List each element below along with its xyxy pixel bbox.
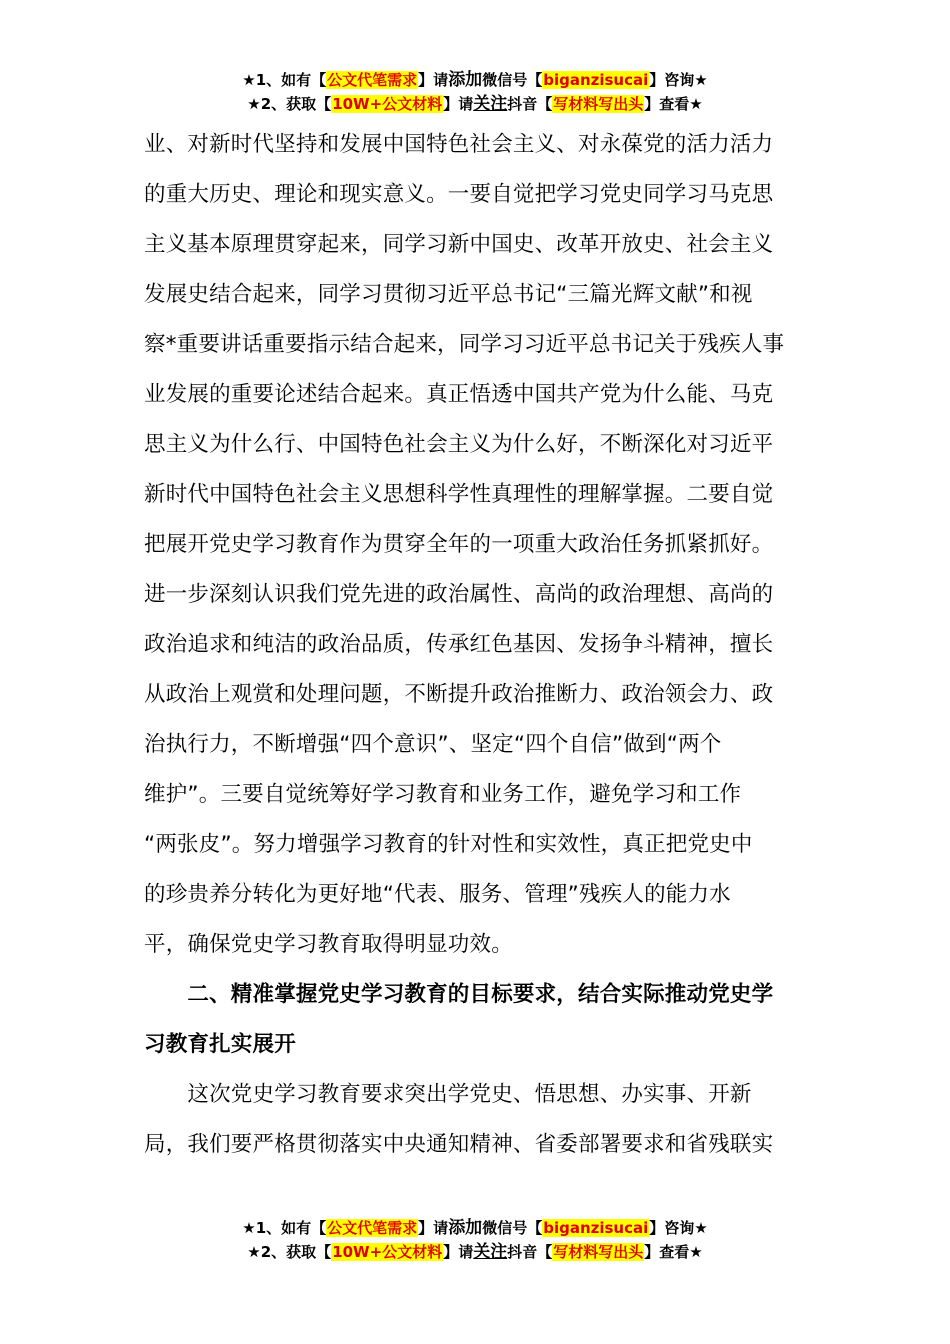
banner-emphasis: 添加 — [448, 1218, 483, 1238]
body-line: 业、对新时代坚持和发展中国特色社会主义、对永葆党的活力活力 — [144, 132, 774, 157]
section-heading-line: 二、精准掌握党史学习教育的目标要求，结合实际推动党史学 — [144, 982, 774, 1007]
body-line: 发展史结合起来，同学习贯彻习近平总书记“三篇光辉文献”和视 — [144, 282, 753, 307]
section-heading-line: 习教育扎实展开 — [144, 1032, 296, 1057]
banner-text: 】请 — [418, 71, 449, 89]
body-line: 把展开党史学习教育作为贯穿全年的一项重大政治任务抓紧抓好。 — [144, 532, 774, 557]
header-banner — [0, 68, 950, 116]
banner-text: 】查看★ — [644, 95, 703, 113]
banner-line-1 — [0, 68, 950, 92]
body-line: 进一步深刻认识我们党先进的政治属性、高尚的政治理想、高尚的 — [144, 582, 774, 607]
banner-line-2 — [0, 1240, 950, 1264]
banner-text: ★1、如有【 — [242, 1219, 327, 1237]
body-line: 新时代中国特色社会主义思想科学性真理性的理解掌握。二要自觉 — [144, 482, 774, 507]
highlight-service: 公文代笔需求 — [327, 1219, 418, 1237]
body-line: 察*重要讲话重要指示结合起来，同学习习近平总书记关于残疾人事 — [144, 332, 785, 357]
body-line: 主义基本原理贯穿起来，同学习新中国史、改革开放史、社会主义 — [144, 232, 774, 257]
body-line: 政治追求和纯洁的政治品质，传承红色基因、发扬争斗精神，擅长 — [144, 632, 774, 657]
banner-text: 】咨询★ — [649, 1219, 708, 1237]
banner-text: 】咨询★ — [649, 71, 708, 89]
banner-text: 】请 — [418, 1219, 449, 1237]
banner-text: 】请 — [443, 1243, 474, 1261]
banner-text: 抖音【 — [507, 95, 553, 113]
highlight-materials: 10W+公文材料 — [332, 95, 443, 113]
body-line: 治执行力，不断增强“四个意识”、坚定“四个自信”做到“两个 — [144, 732, 722, 757]
document-body — [144, 120, 804, 1170]
body-line: 平，确保党史学习教育取得明显功效。 — [144, 932, 513, 957]
body-line: 的重大历史、理论和现实意义。一要自觉把学习党史同学习马克思 — [144, 182, 774, 207]
body-line: 局，我们要严格贯彻落实中央通知精神、省委部署要求和省残联实 — [144, 1132, 774, 1157]
banner-text: 】查看★ — [644, 1243, 703, 1261]
banner-line-2 — [0, 92, 950, 116]
body-line: 业发展的重要论述结合起来。真正悟透中国共产党为什么能、马克 — [144, 382, 774, 407]
banner-text: ★2、获取【 — [247, 95, 332, 113]
banner-text: 】请 — [443, 95, 474, 113]
body-line: “两张皮”。努力增强学习教育的针对性和实效性，真正把党史中 — [144, 832, 753, 857]
banner-text: ★1、如有【 — [242, 71, 327, 89]
banner-emphasis: 关注 — [473, 94, 508, 114]
banner-emphasis: 关注 — [473, 1242, 508, 1262]
banner-text: 微信号【 — [482, 1219, 543, 1237]
highlight-service: 公文代笔需求 — [327, 71, 418, 89]
banner-emphasis: 添加 — [448, 70, 483, 90]
banner-text: 微信号【 — [482, 71, 543, 89]
banner-text: ★2、获取【 — [247, 1243, 332, 1261]
body-line: 思主义为什么行、中国特色社会主义为什么好，不断深化对习近平 — [144, 432, 774, 457]
banner-text: 抖音【 — [507, 1243, 553, 1261]
highlight-materials: 10W+公文材料 — [332, 1243, 443, 1261]
highlight-douyin: 写材料写出头 — [553, 1243, 644, 1261]
highlight-wechat-id: biganzisucai — [543, 1219, 649, 1237]
body-line: 这次党史学习教育要求突出学党史、悟思想、办实事、开新 — [144, 1082, 752, 1107]
highlight-douyin: 写材料写出头 — [553, 95, 644, 113]
banner-line-1 — [0, 1216, 950, 1240]
body-line: 的珍贵养分转化为更好地“代表、服务、管理”残疾人的能力水 — [144, 882, 731, 907]
highlight-wechat-id: biganzisucai — [543, 71, 649, 89]
body-line: 维护”。三要自觉统筹好学习教育和业务工作，避免学习和工作 — [144, 782, 742, 807]
body-line: 从政治上观赏和处理问题，不断提升政治推断力、政治领会力、政 — [144, 682, 774, 707]
footer-banner — [0, 1216, 950, 1264]
